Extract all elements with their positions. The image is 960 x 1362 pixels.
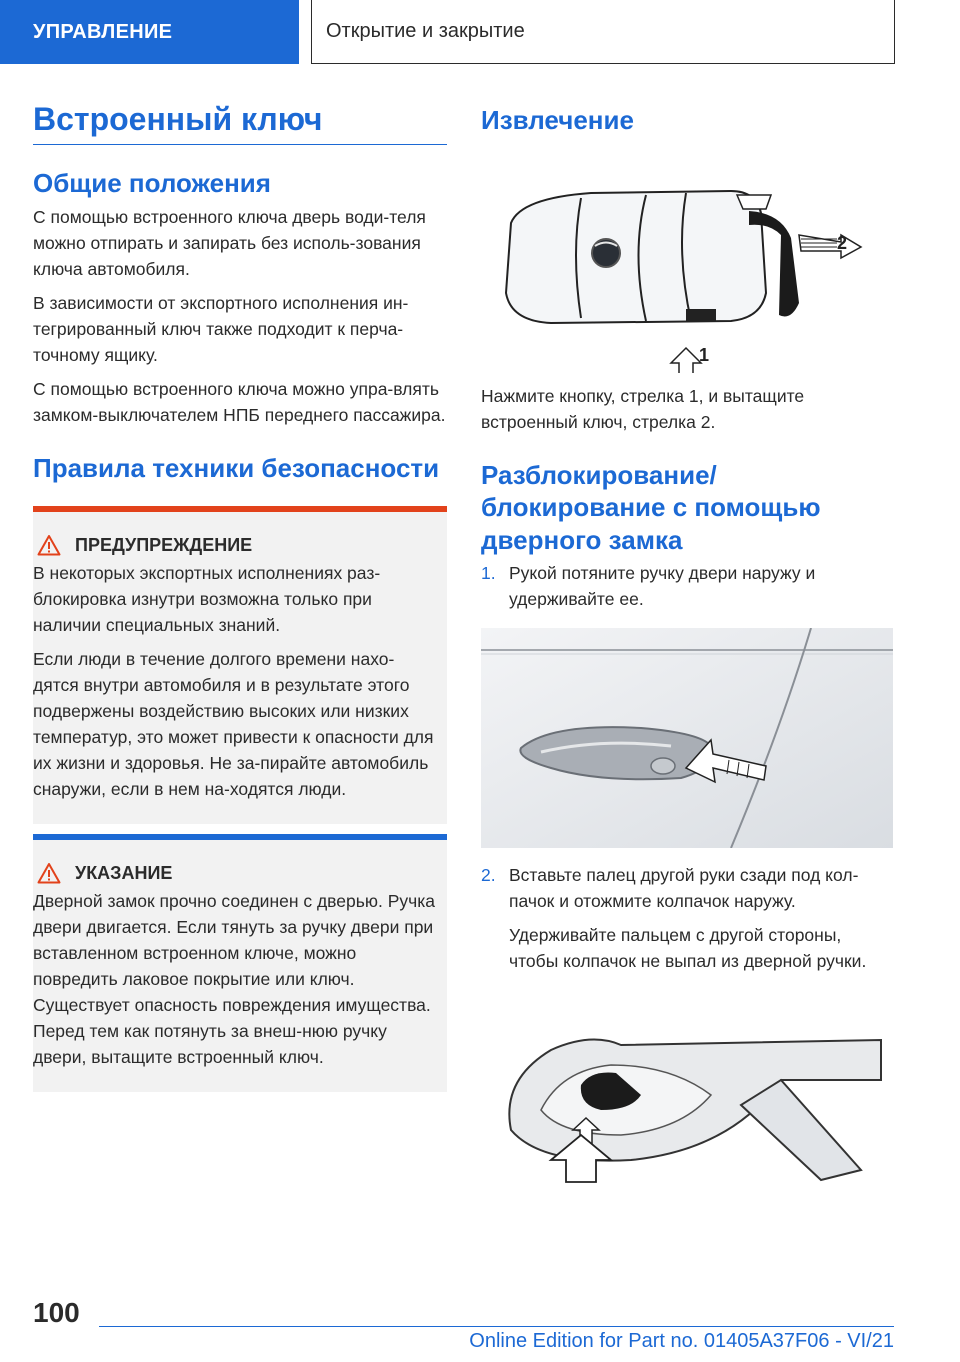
note-box [33, 834, 447, 1092]
note-paragraph: Дверной замок прочно соединен с дверью. Ручка двери двигается. Если тянуть за ручку двери при вставленном встроенном ключе, можно повредить лаковое покрытие или ключ. Существует опасность повреждения имущества. Перед тем как потянуть за внеш-нюю ручку двери, вытащите встроенный ключ. [33, 891, 436, 1068]
step-2-text: Вставьте палец другой руки сзади под кол-пачок и отожмите колпачок наружу. [509, 865, 859, 911]
warning-paragraph-2: Если люди в течение долгого времени нахо-дятся внутри автомобиля и в результате этого подвержены воздействию высоких или низких температур, это может привести к опасности для их жизни и здоровья. Не за-пирайте автомобиль снаружи, если в нем на-ходятся люди. [33, 649, 434, 800]
left-column [33, 100, 447, 1092]
header-chapter-label: Открытие и закрытие [326, 20, 525, 42]
general-paragraph-1: С помощью встроенного ключа дверь води-теля можно отпирать и запирать без исполь-зования ключа автомобиля. [33, 206, 426, 279]
warning-paragraph-1: В некоторых экспортных исполнениях раз-блокировка изнутри возможна только при наличии специальных знаний. [33, 563, 381, 636]
footer-edition-text: Online Edition for Part no. 01405A37F06 - VI/21 [469, 1330, 894, 1352]
header-section-tab [0, 0, 299, 64]
safety-heading: Правила техники безопасности [33, 452, 440, 483]
right-column [481, 100, 893, 1190]
caution-triangle-icon [37, 862, 61, 884]
warning-box [33, 506, 447, 824]
general-paragraph-2: В зависимости от экспортного исполнения ин-тегрированный ключ также подходит к перча-точному ящику. [33, 292, 409, 365]
step-2-extra: Удерживайте пальцем с другой стороны, чтобы колпачок не выпал из дверной ручки. [509, 925, 867, 971]
header-chapter-tab [311, 0, 895, 64]
callout-2: 2 [837, 232, 848, 253]
key-removal-illustration [481, 143, 893, 373]
step-1-number: 1. [481, 563, 496, 583]
header-section-label: УПРАВЛЕНИЕ [33, 20, 173, 43]
door-cap-illustration [481, 1010, 893, 1190]
step-2-number: 2. [481, 865, 496, 885]
general-heading: Общие положения [33, 168, 271, 199]
unlock-heading-line-3: дверного замка [481, 524, 683, 555]
general-paragraph-3: С помощью встроенного ключа можно упра-влять замком-выключателем НПБ переднего пассажира. [33, 378, 446, 425]
warning-triangle-icon [37, 534, 61, 556]
step-1-text: Рукой потяните ручку двери наружу и удерживайте ее. [509, 563, 816, 609]
removal-caption: Нажмите кнопку, стрелка 1, и вытащите встроенный ключ, стрелка 2. [481, 385, 805, 432]
footer-divider [99, 1326, 894, 1327]
warning-title: ПРЕДУПРЕЖДЕНИЕ [75, 534, 253, 555]
note-title: УКАЗАНИЕ [75, 862, 173, 883]
page-title: Встроенный ключ [33, 100, 447, 145]
unlock-heading-line-2: блокирование с помощью [481, 492, 821, 522]
step-1 [481, 560, 893, 612]
step-2 [481, 862, 893, 914]
unlock-heading-line-1: Разблокирование/ [481, 459, 717, 490]
callout-1: 1 [699, 344, 710, 365]
page-number: 100 [33, 1297, 80, 1328]
warning-title-row [33, 534, 437, 556]
removal-heading: Извлечение [481, 105, 634, 135]
door-handle-illustration [481, 628, 893, 848]
note-title-row [33, 862, 437, 884]
